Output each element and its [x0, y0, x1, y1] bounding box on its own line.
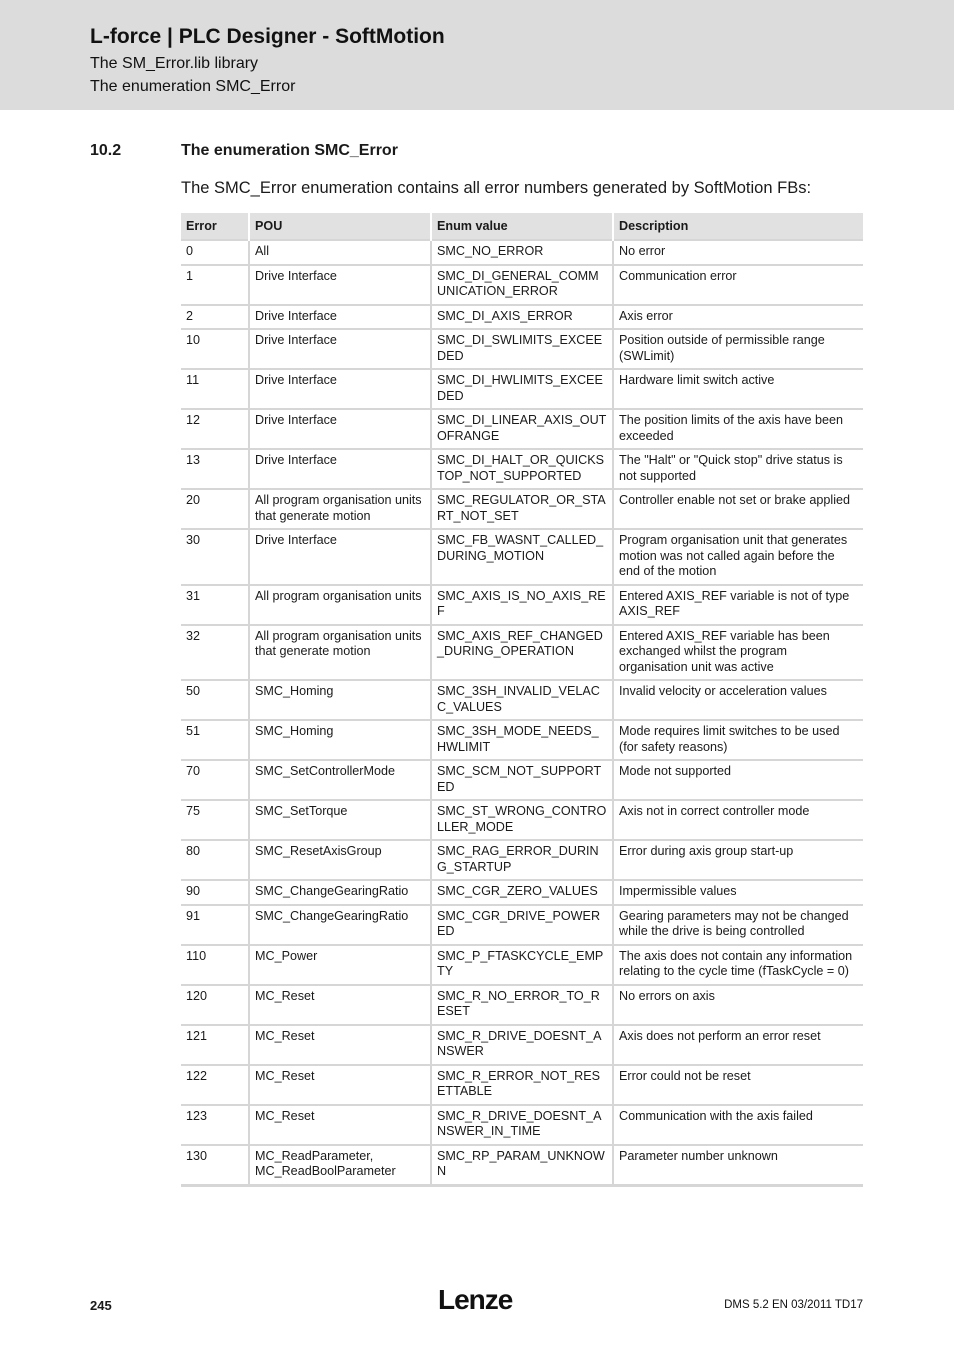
- error-code-cell: 20: [181, 489, 249, 529]
- header-enum-value: Enum value: [431, 213, 613, 240]
- error-code-cell: 31: [181, 585, 249, 625]
- enum-value-cell: SMC_DI_HWLIMITS_EXCEEDED: [431, 369, 613, 409]
- enum-value-cell: SMC_REGULATOR_OR_START_NOT_SET: [431, 489, 613, 529]
- pou-cell: MC_ReadParameter, MC_ReadBoolParameter: [249, 1145, 431, 1186]
- description-cell: Hardware limit switch active: [613, 369, 863, 409]
- section-number: 10.2: [90, 142, 122, 159]
- error-code-cell: 120: [181, 985, 249, 1025]
- description-cell: Communication error: [613, 265, 863, 305]
- pou-cell: SMC_ChangeGearingRatio: [249, 880, 431, 905]
- table-row: [181, 680, 863, 720]
- description-cell: Communication with the axis failed: [613, 1105, 863, 1145]
- section-subtitle: The enumeration SMC_Error: [90, 78, 296, 95]
- table-row: [181, 880, 863, 905]
- table-row: [181, 1145, 863, 1186]
- table-row: [181, 529, 863, 585]
- header-error: Error: [181, 213, 249, 240]
- table-row: [181, 585, 863, 625]
- error-code-cell: 130: [181, 1145, 249, 1186]
- error-code-cell: 32: [181, 625, 249, 681]
- error-code-cell: 121: [181, 1025, 249, 1065]
- intro-text: The SMC_Error enumeration contains all error numbers generated by SoftMotion FBs:: [181, 179, 812, 197]
- table-row: [181, 985, 863, 1025]
- enum-value-cell: SMC_3SH_MODE_NEEDS_HWLIMIT: [431, 720, 613, 760]
- error-table: [181, 213, 863, 1187]
- pou-cell: All program organisation units: [249, 585, 431, 625]
- description-cell: Parameter number unknown: [613, 1145, 863, 1186]
- enum-value-cell: SMC_R_NO_ERROR_TO_RESET: [431, 985, 613, 1025]
- error-code-cell: 110: [181, 945, 249, 985]
- pou-cell: MC_Reset: [249, 1025, 431, 1065]
- error-code-cell: 30: [181, 529, 249, 585]
- table-row: [181, 800, 863, 840]
- table-row: [181, 905, 863, 945]
- description-cell: No errors on axis: [613, 985, 863, 1025]
- description-cell: Program organisation unit that generates motion was not called again before the end of the motion: [613, 529, 863, 585]
- description-cell: Invalid velocity or acceleration values: [613, 680, 863, 720]
- enum-value-cell: SMC_SCM_NOT_SUPPORTED: [431, 760, 613, 800]
- enum-value-cell: SMC_CGR_DRIVE_POWERED: [431, 905, 613, 945]
- error-code-cell: 70: [181, 760, 249, 800]
- pou-cell: Drive Interface: [249, 369, 431, 409]
- description-cell: Entered AXIS_REF variable is not of type AXIS_REF: [613, 585, 863, 625]
- error-code-cell: 50: [181, 680, 249, 720]
- pou-cell: MC_Reset: [249, 1105, 431, 1145]
- enum-value-cell: SMC_R_DRIVE_DOESNT_ANSWER: [431, 1025, 613, 1065]
- enum-value-cell: SMC_DI_HALT_OR_QUICKSTOP_NOT_SUPPORTED: [431, 449, 613, 489]
- description-cell: Mode requires limit switches to be used (for safety reasons): [613, 720, 863, 760]
- table-row: [181, 720, 863, 760]
- document-title: L-force | PLC Designer - SoftMotion: [90, 25, 445, 48]
- description-cell: Impermissible values: [613, 880, 863, 905]
- table-row: [181, 449, 863, 489]
- table-body: [181, 240, 863, 1185]
- enum-value-cell: SMC_RP_PARAM_UNKNOWN: [431, 1145, 613, 1186]
- enum-value-cell: SMC_R_DRIVE_DOESNT_ANSWER_IN_TIME: [431, 1105, 613, 1145]
- pou-cell: SMC_SetControllerMode: [249, 760, 431, 800]
- description-cell: Axis does not perform an error reset: [613, 1025, 863, 1065]
- description-cell: The position limits of the axis have been exceeded: [613, 409, 863, 449]
- description-cell: The "Halt" or "Quick stop" drive status is not supported: [613, 449, 863, 489]
- enum-value-cell: SMC_AXIS_IS_NO_AXIS_REF: [431, 585, 613, 625]
- enum-value-cell: SMC_DI_LINEAR_AXIS_OUTOFRANGE: [431, 409, 613, 449]
- header-description: Description: [613, 213, 863, 240]
- pou-cell: Drive Interface: [249, 409, 431, 449]
- error-code-cell: 80: [181, 840, 249, 880]
- table-row: [181, 489, 863, 529]
- pou-cell: Drive Interface: [249, 329, 431, 369]
- table-row: [181, 305, 863, 330]
- table-row: [181, 1025, 863, 1065]
- description-cell: Error during axis group start-up: [613, 840, 863, 880]
- table-row: [181, 760, 863, 800]
- error-code-cell: 2: [181, 305, 249, 330]
- error-code-cell: 12: [181, 409, 249, 449]
- error-code-cell: 1: [181, 265, 249, 305]
- page-header: [0, 0, 954, 110]
- lenze-logo: Lenze: [438, 1284, 513, 1315]
- error-code-cell: 0: [181, 240, 249, 265]
- enum-value-cell: SMC_RAG_ERROR_DURING_STARTUP: [431, 840, 613, 880]
- pou-cell: MC_Reset: [249, 1065, 431, 1105]
- enum-value-cell: SMC_DI_AXIS_ERROR: [431, 305, 613, 330]
- description-cell: No error: [613, 240, 863, 265]
- error-code-cell: 51: [181, 720, 249, 760]
- table-row: [181, 1065, 863, 1105]
- pou-cell: All program organisation units that generate motion: [249, 625, 431, 681]
- error-code-cell: 75: [181, 800, 249, 840]
- description-cell: Axis not in correct controller mode: [613, 800, 863, 840]
- pou-cell: Drive Interface: [249, 305, 431, 330]
- table-row: [181, 945, 863, 985]
- description-cell: The axis does not contain any information relating to the cycle time (fTaskCycle = 0): [613, 945, 863, 985]
- table-row: [181, 240, 863, 265]
- error-code-cell: 91: [181, 905, 249, 945]
- description-cell: Position outside of permissible range (SWLimit): [613, 329, 863, 369]
- description-cell: Mode not supported: [613, 760, 863, 800]
- enum-value-cell: SMC_DI_GENERAL_COMMUNICATION_ERROR: [431, 265, 613, 305]
- table-row: [181, 369, 863, 409]
- enum-value-cell: SMC_ST_WRONG_CONTROLLER_MODE: [431, 800, 613, 840]
- document-reference: DMS 5.2 EN 03/2011 TD17: [724, 1299, 863, 1311]
- enum-value-cell: SMC_DI_SWLIMITS_EXCEEDED: [431, 329, 613, 369]
- table-row: [181, 329, 863, 369]
- enum-value-cell: SMC_FB_WASNT_CALLED_DURING_MOTION: [431, 529, 613, 585]
- enum-value-cell: SMC_AXIS_REF_CHANGED_DURING_OPERATION: [431, 625, 613, 681]
- table-row: [181, 1105, 863, 1145]
- pou-cell: Drive Interface: [249, 529, 431, 585]
- pou-cell: All program organisation units that generate motion: [249, 489, 431, 529]
- description-cell: Controller enable not set or brake applied: [613, 489, 863, 529]
- pou-cell: SMC_SetTorque: [249, 800, 431, 840]
- error-code-cell: 122: [181, 1065, 249, 1105]
- enum-value-cell: SMC_3SH_INVALID_VELACC_VALUES: [431, 680, 613, 720]
- pou-cell: Drive Interface: [249, 449, 431, 489]
- pou-cell: SMC_ChangeGearingRatio: [249, 905, 431, 945]
- table-header-row: [181, 213, 863, 240]
- table-row: [181, 265, 863, 305]
- enum-value-cell: SMC_R_ERROR_NOT_RESETTABLE: [431, 1065, 613, 1105]
- description-cell: Error could not be reset: [613, 1065, 863, 1105]
- pou-cell: SMC_Homing: [249, 720, 431, 760]
- pou-cell: MC_Power: [249, 945, 431, 985]
- error-code-cell: 123: [181, 1105, 249, 1145]
- description-cell: Axis error: [613, 305, 863, 330]
- error-code-cell: 11: [181, 369, 249, 409]
- pou-cell: SMC_ResetAxisGroup: [249, 840, 431, 880]
- error-code-cell: 90: [181, 880, 249, 905]
- pou-cell: MC_Reset: [249, 985, 431, 1025]
- enum-value-cell: SMC_CGR_ZERO_VALUES: [431, 880, 613, 905]
- error-code-cell: 13: [181, 449, 249, 489]
- header-pou: POU: [249, 213, 431, 240]
- page-number: 245: [90, 1298, 112, 1313]
- section-title: The enumeration SMC_Error: [181, 142, 398, 159]
- enum-value-cell: SMC_NO_ERROR: [431, 240, 613, 265]
- error-code-cell: 10: [181, 329, 249, 369]
- enum-value-cell: SMC_P_FTASKCYCLE_EMPTY: [431, 945, 613, 985]
- table-row: [181, 409, 863, 449]
- chapter-title: The SM_Error.lib library: [90, 55, 259, 72]
- description-cell: Entered AXIS_REF variable has been exchanged whilst the program organisation unit was active: [613, 625, 863, 681]
- table-row: [181, 625, 863, 681]
- description-cell: Gearing parameters may not be changed while the drive is being controlled: [613, 905, 863, 945]
- pou-cell: SMC_Homing: [249, 680, 431, 720]
- pou-cell: All: [249, 240, 431, 265]
- table-row: [181, 840, 863, 880]
- pou-cell: Drive Interface: [249, 265, 431, 305]
